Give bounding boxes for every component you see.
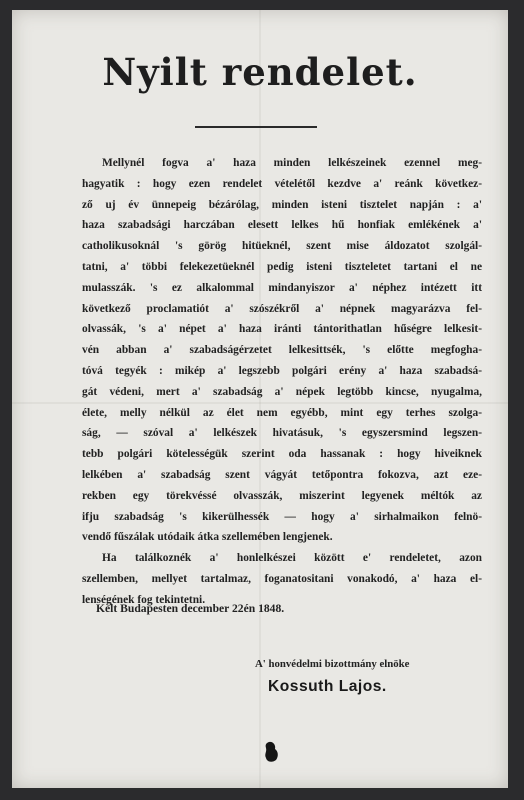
title-divider	[195, 126, 317, 128]
body-line: haza szabadsági harczában elesett lelkes hű honfiak emlékének a'	[82, 219, 482, 232]
body-line: következő proclamatiót a' szószékről a' népnek magyarázva fel-	[82, 302, 482, 315]
body-line: Mellynél fogva a' haza minden lelkészeinek ezennel meg-	[102, 157, 482, 169]
poster-sheet	[12, 10, 508, 788]
decree-body	[82, 153, 482, 611]
body-line: olvassák, 's a' népet a' haza iránti tántorithatlan hűségre lelkesit-	[82, 323, 482, 336]
body-line: ság, — szóval a' lelkészek hivatásuk, 's egyszersmind legszen-	[82, 427, 482, 440]
body-line: élete, melly nélkül az élet nem egyébb, mint egy terhes szolga-	[82, 406, 482, 419]
body-line: rekben egy törekvéssé olvasszák, miszerint legyenek méltók az	[82, 489, 482, 502]
body-line: ifju szabadság 's kikerülhessék — hogy a' sirhalmaikon felnö-	[82, 510, 482, 523]
signature-organization: A' honvédelmi bizottmány elnöke	[255, 658, 410, 670]
body-line: lenségének fog tekintetni.	[82, 593, 206, 606]
body-line: hagyatik : hogy ezen rendelet vételétől kezdve a' reánk következ-	[82, 177, 482, 190]
document-title: Nyilt rendelet.	[102, 50, 418, 94]
body-line: catholikusoknál 's görög hitüeknél, szent mise áldozatot szolgál-	[82, 240, 482, 253]
body-line: Ha találkoznék a' honlelkészei között e' rendeletet, azon	[102, 552, 482, 565]
body-line: vén abban a' szabadságérzetet lelkesittsék, 's előtte megfogha-	[82, 344, 482, 357]
signature-name: Kossuth Lajos.	[268, 678, 387, 695]
body-line: szellemben, mellyet tartalmaz, foganatositani vonakodó, a' haza el-	[82, 572, 482, 585]
date-line: Kelt Budapesten december 22én 1848.	[96, 602, 285, 615]
body-line: mulasszák. 's ez alkalommal mindanyiszor a' néphez intézett itt	[82, 281, 482, 294]
body-line: vendő fűszálak utódaik átka szellemében lengjenek.	[82, 531, 333, 544]
ink-stain	[263, 741, 281, 763]
body-line: lelkében a' szabadság szent vágyát tetőpontra fokozva, azt eze-	[82, 468, 482, 481]
body-line: gát védeni, mert a' szabadság a' népek legtöbb kincse, nyugalma,	[82, 385, 482, 398]
body-line: tatni, a' többi felekezetüeknél pedig isteni tiszteletet tartani el ne	[82, 260, 482, 273]
body-line: ző uj év ünnepeig bézárólag, minden isteni tisztelet napján : a'	[82, 198, 482, 211]
body-line: tebb polgári kötelességük szerint oda hassanak : hogy hiveiknek	[82, 448, 482, 461]
body-line: tóvá tegyék : mikép a' legszebb polgári erény a' haza szabadsá-	[82, 364, 482, 377]
